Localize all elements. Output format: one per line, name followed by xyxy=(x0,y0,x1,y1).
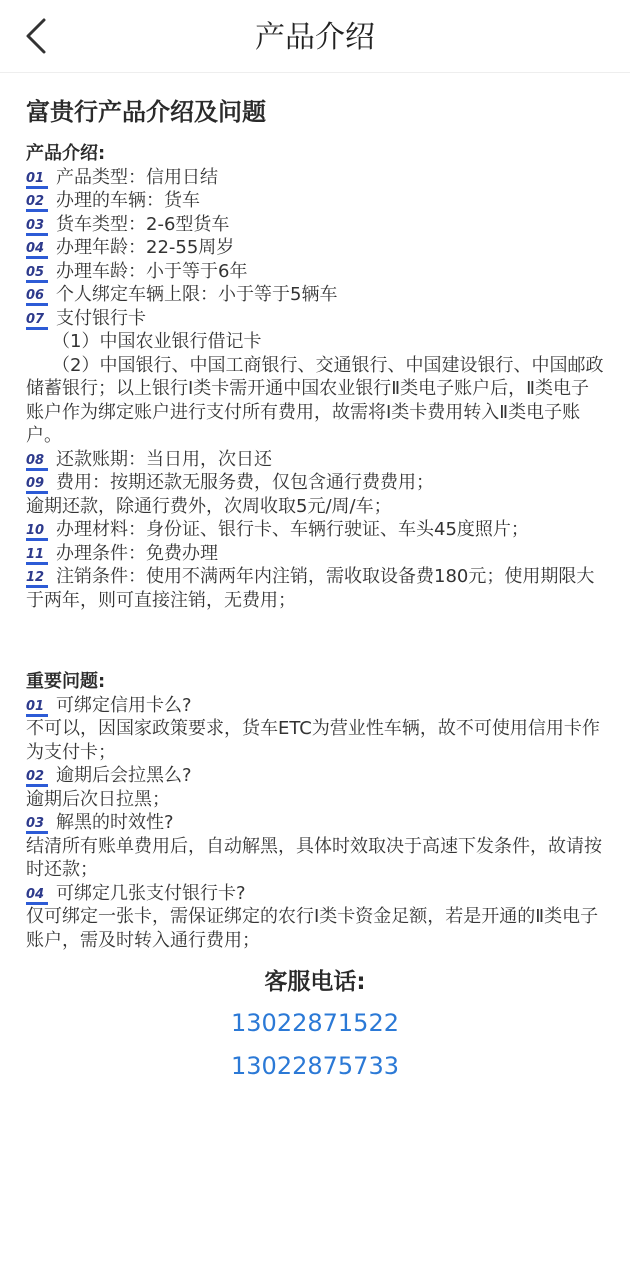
intro-item: 09 费用：按期还款无服务费，仅包含通行费费用； xyxy=(26,472,434,493)
overdue-note: 逾期还款，除通行费外，次周收取5元/周/车； xyxy=(26,495,392,517)
item-number: 05 xyxy=(26,266,48,283)
item-number: 03 xyxy=(26,219,48,236)
faq-question: 03 解黑的时效性? xyxy=(26,812,174,833)
page-title: 产品介绍 xyxy=(255,20,375,55)
faq-answer: 仅可绑定一张卡，需保证绑定的农行Ⅰ类卡资金足额，若是开通的Ⅱ类电子账户，需及时转入通行费用； xyxy=(26,906,599,951)
faq-question: 01 可绑定信用卡么? xyxy=(26,694,192,716)
bank-sub-item: （1）中国农业银行借记卡 xyxy=(52,331,262,352)
intro-item: 05 办理车龄：小于等于6年 xyxy=(26,260,248,282)
item-number: 11 xyxy=(26,548,48,565)
item-number: 02 xyxy=(26,195,48,212)
item-number: 03 xyxy=(26,817,48,834)
faq-answer: 不可以，因国家政策要求，货车ETC为营业性车辆，故不可使用信用卡作为支付卡； xyxy=(26,718,600,763)
faq-question: 02 逾期后会拉黑么? xyxy=(26,765,192,786)
content-heading: 富贵行产品介绍及问题 xyxy=(26,98,266,126)
customer-service xyxy=(0,962,630,1088)
product-content xyxy=(26,94,604,952)
item-number: 08 xyxy=(26,454,48,471)
intro-item: 08 还款账期：当日用，次日还 xyxy=(26,448,272,470)
section-spacer xyxy=(26,612,604,670)
intro-item: 12 注销条件：使用不满两年内注销，需收取设备费180元；使用期限大于两年，则可直接注销，无费用； xyxy=(26,566,595,611)
top-nav-bar xyxy=(0,0,630,73)
item-number: 01 xyxy=(26,700,48,717)
bank-sub-item: （2）中国银行、中国工商银行、交通银行、中国建设银行、中国邮政储蓄银行；以上银行Ⅰ类卡需开通中国农业银行Ⅱ类电子账户后，Ⅱ类电子账户作为绑定账户进行支付所有费用，故需将Ⅰ类卡费用转入Ⅱ类电子账户。 xyxy=(26,354,604,446)
item-number: 07 xyxy=(26,313,48,330)
intro-item: 01 产品类型：信用日结 xyxy=(26,166,218,188)
faq-answer: 结清所有账单费用后，自动解黑，具体时效取决于高速下发条件，故请按时还款； xyxy=(26,835,602,880)
service-title: 客服电话: xyxy=(264,969,366,995)
intro-item: 02 办理的车辆：货车 xyxy=(26,190,200,211)
intro-item: 06 个人绑定车辆上限：小于等于5辆车 xyxy=(26,284,338,305)
faq-question: 04 可绑定几张支付银行卡? xyxy=(26,882,246,904)
item-number: 04 xyxy=(26,242,48,259)
intro-item: 04 办理年龄：22-55周岁 xyxy=(26,237,235,258)
item-number: 12 xyxy=(26,571,48,588)
intro-item: 10 办理材料：身份证、银行卡、车辆行驶证、车头45度照片； xyxy=(26,519,529,540)
intro-item: 03 货车类型：2-6型货车 xyxy=(26,213,230,235)
item-number: 02 xyxy=(26,770,48,787)
intro-section-label: 产品介绍: xyxy=(26,143,106,164)
item-number: 01 xyxy=(26,172,48,189)
item-number: 10 xyxy=(26,524,48,541)
item-number: 09 xyxy=(26,477,48,494)
intro-item: 11 办理条件：免费办理 xyxy=(26,542,218,564)
item-number: 04 xyxy=(26,888,48,905)
phone-link-2[interactable]: 13022875733 xyxy=(231,1052,399,1080)
faq-answer: 逾期后次日拉黑； xyxy=(26,788,170,810)
intro-item: 07 支付银行卡 xyxy=(26,307,146,329)
phone-link-1[interactable]: 13022871522 xyxy=(231,1009,399,1037)
item-number: 06 xyxy=(26,289,48,306)
faq-section-label: 重要问题: xyxy=(26,671,106,692)
